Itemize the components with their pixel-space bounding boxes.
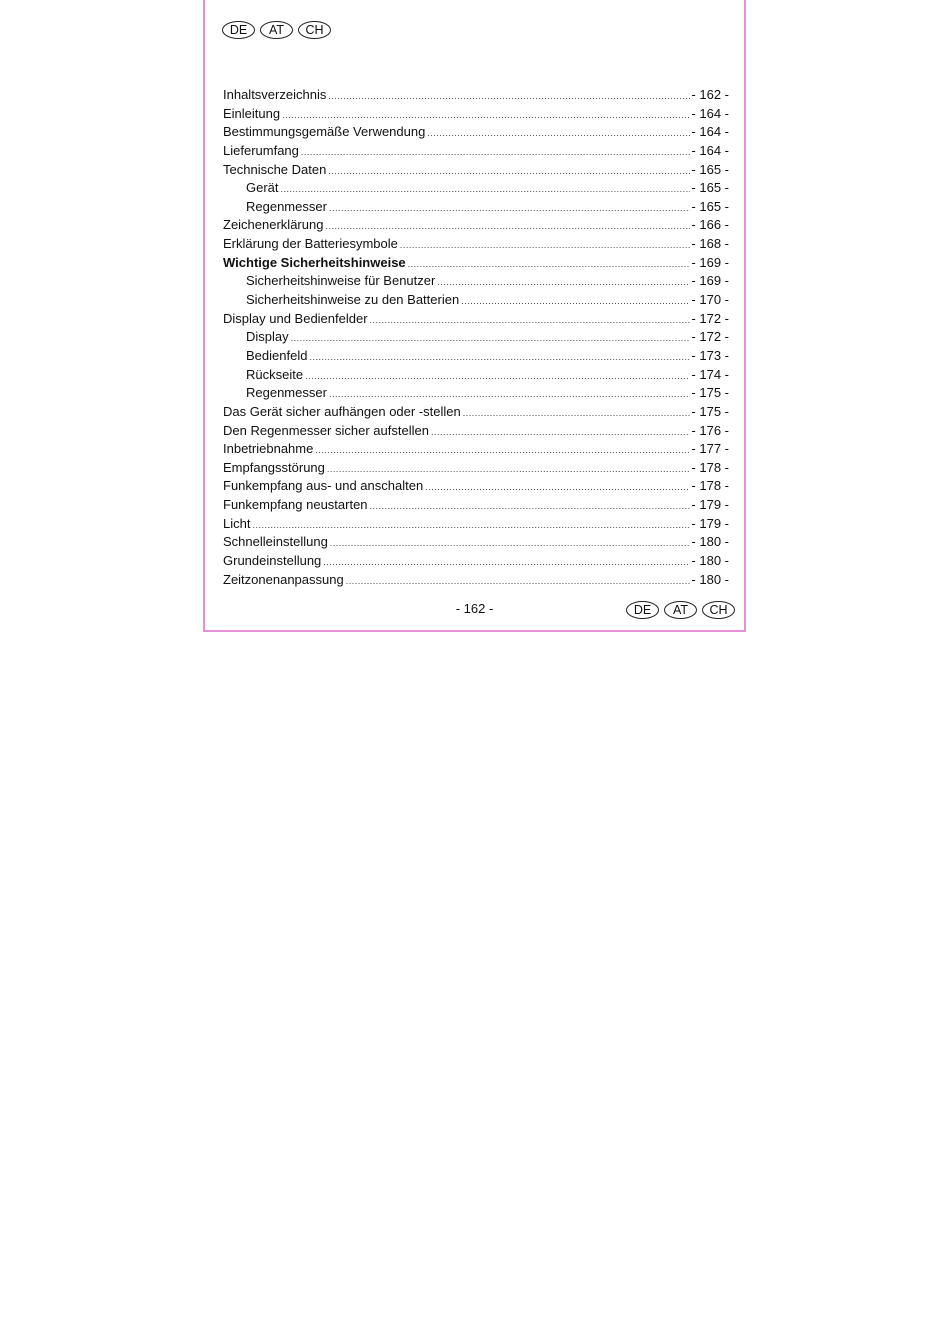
toc-entry-page: - 177 - bbox=[691, 441, 729, 457]
toc-entry-title: Bestimmungsgemäße Verwendung bbox=[223, 124, 426, 140]
toc-entry-page: - 173 - bbox=[691, 347, 729, 363]
toc-entry-page: - 162 - bbox=[691, 87, 729, 102]
toc-dot-leader bbox=[370, 315, 691, 325]
toc-entry-title: Erklärung der Batteriesymbole bbox=[223, 236, 398, 252]
toc-entry[interactable] bbox=[223, 273, 729, 292]
toc-entry-title: Licht bbox=[223, 515, 251, 531]
manual-page bbox=[203, 0, 746, 632]
toc-entry[interactable] bbox=[223, 311, 729, 330]
toc-entry-title: Empfangsstörung bbox=[223, 459, 325, 475]
toc-dot-leader bbox=[315, 445, 690, 455]
country-badge-at: AT bbox=[664, 601, 697, 619]
toc-entry-title: Funkempfang aus- und anschalten bbox=[223, 478, 424, 494]
toc-entry-title: Sicherheitshinweise für Benutzer bbox=[246, 273, 436, 289]
toc-entry[interactable] bbox=[223, 423, 729, 442]
country-badge-at: AT bbox=[260, 21, 293, 39]
toc-entry-title: Sicherheitshinweise zu den Batterien bbox=[246, 292, 460, 308]
toc-entry[interactable] bbox=[223, 497, 729, 516]
toc-entry[interactable] bbox=[223, 348, 729, 367]
toc-entry-page: - 179 - bbox=[691, 515, 729, 531]
toc-entry[interactable] bbox=[223, 516, 729, 535]
table-of-contents bbox=[223, 87, 729, 590]
toc-entry-title: Wichtige Sicherheitshinweise bbox=[223, 254, 406, 270]
toc-entry[interactable] bbox=[223, 572, 729, 591]
toc-dot-leader bbox=[327, 464, 691, 474]
toc-entry-page: - 165 - bbox=[691, 161, 729, 177]
toc-entry[interactable] bbox=[223, 162, 729, 181]
toc-dot-leader bbox=[425, 482, 690, 492]
toc-dot-leader bbox=[431, 427, 690, 437]
toc-entry-title: Inbetriebnahme bbox=[223, 441, 314, 457]
toc-entry-page: - 176 - bbox=[691, 422, 729, 438]
toc-entry[interactable] bbox=[223, 404, 729, 423]
toc-dot-leader bbox=[301, 147, 691, 157]
country-badge-ch: CH bbox=[298, 21, 331, 39]
country-badges-top bbox=[222, 21, 331, 39]
toc-entry-title: Lieferumfang bbox=[223, 142, 299, 158]
toc-entry-title: Den Regenmesser sicher aufstellen bbox=[223, 422, 429, 438]
country-badge-de: DE bbox=[222, 21, 255, 39]
page-number: - 162 - bbox=[455, 601, 494, 616]
toc-dot-leader bbox=[281, 184, 691, 194]
toc-entry-page: - 169 - bbox=[691, 273, 729, 289]
toc-dot-leader bbox=[437, 277, 690, 287]
toc-entry-title: Das Gerät sicher aufhängen oder -stellen bbox=[223, 403, 461, 419]
toc-entry-page: - 164 - bbox=[691, 142, 729, 158]
toc-entry-page: - 168 - bbox=[691, 236, 729, 252]
toc-entry-title: Rückseite bbox=[246, 366, 304, 382]
toc-entry[interactable] bbox=[223, 236, 729, 255]
toc-entry-page: - 166 - bbox=[691, 217, 729, 233]
toc-dot-leader bbox=[461, 296, 690, 306]
toc-entry-title: Display bbox=[246, 329, 289, 345]
country-badge-ch: CH bbox=[702, 601, 735, 619]
toc-entry[interactable] bbox=[223, 478, 729, 497]
toc-entry[interactable] bbox=[223, 106, 729, 125]
toc-dot-leader bbox=[427, 128, 690, 138]
toc-dot-leader bbox=[323, 557, 690, 567]
toc-dot-leader bbox=[305, 371, 690, 381]
toc-entry-page: - 169 - bbox=[691, 254, 729, 270]
toc-entry[interactable] bbox=[223, 180, 729, 199]
toc-entry[interactable] bbox=[223, 87, 729, 106]
toc-entry[interactable] bbox=[223, 385, 729, 404]
toc-dot-leader bbox=[329, 203, 690, 213]
toc-dot-leader bbox=[325, 221, 690, 231]
toc-entry-page: - 164 - bbox=[691, 124, 729, 140]
toc-entry[interactable] bbox=[223, 441, 729, 460]
toc-entry-page: - 164 - bbox=[691, 105, 729, 121]
toc-dot-leader bbox=[400, 240, 691, 250]
toc-entry-page: - 165 - bbox=[691, 198, 729, 214]
toc-entry[interactable] bbox=[223, 292, 729, 311]
country-badge-de: DE bbox=[626, 601, 659, 619]
toc-entry-title: Regenmesser bbox=[246, 198, 327, 214]
toc-entry[interactable] bbox=[223, 143, 729, 162]
toc-dot-leader bbox=[282, 110, 690, 120]
toc-entry[interactable] bbox=[223, 367, 729, 386]
toc-entry-page: - 178 - bbox=[691, 478, 729, 494]
toc-dot-leader bbox=[370, 501, 691, 511]
toc-dot-leader bbox=[330, 538, 691, 548]
toc-dot-leader bbox=[329, 389, 690, 399]
toc-entry-page: - 180 - bbox=[691, 553, 729, 569]
toc-entry[interactable] bbox=[223, 255, 729, 274]
toc-entry-page: - 175 - bbox=[691, 403, 729, 419]
toc-entry-page: - 175 - bbox=[691, 385, 729, 401]
toc-entry[interactable] bbox=[223, 460, 729, 479]
toc-entry-title: Zeitzonenanpassung bbox=[223, 571, 344, 587]
country-badges-bottom bbox=[626, 601, 735, 619]
toc-entry-page: - 174 - bbox=[691, 366, 729, 382]
toc-entry-title: Schnelleinstellung bbox=[223, 534, 328, 550]
toc-dot-leader bbox=[252, 520, 690, 530]
toc-entry[interactable] bbox=[223, 534, 729, 553]
toc-entry-page: - 180 - bbox=[691, 571, 729, 587]
toc-entry-title: Grundeinstellung bbox=[223, 553, 322, 569]
toc-entry[interactable] bbox=[223, 329, 729, 348]
toc-dot-leader bbox=[291, 333, 691, 343]
toc-entry[interactable] bbox=[223, 124, 729, 143]
toc-dot-leader bbox=[463, 408, 691, 418]
toc-entry-page: - 172 - bbox=[691, 329, 729, 345]
toc-entry[interactable] bbox=[223, 553, 729, 572]
toc-dot-leader bbox=[328, 91, 690, 101]
toc-dot-leader bbox=[328, 166, 690, 176]
toc-dot-leader bbox=[346, 576, 691, 586]
toc-entry-title: Display und Bedienfelder bbox=[223, 310, 368, 326]
toc-entry[interactable] bbox=[223, 199, 729, 218]
toc-entry-page: - 178 - bbox=[691, 459, 729, 475]
toc-entry-title: Einleitung bbox=[223, 105, 281, 121]
toc-entry-title: Zeichenerklärung bbox=[223, 217, 324, 233]
toc-entry-page: - 180 - bbox=[691, 534, 729, 550]
toc-entry-title: Regenmesser bbox=[246, 385, 327, 401]
toc-entry-page: - 172 - bbox=[691, 310, 729, 326]
toc-dot-leader bbox=[408, 259, 691, 269]
toc-dot-leader bbox=[309, 352, 690, 362]
toc-entry-page: - 165 - bbox=[691, 180, 729, 196]
toc-entry-page: - 170 - bbox=[691, 292, 729, 308]
toc-entry-title: Funkempfang neustarten bbox=[223, 497, 368, 513]
toc-entry[interactable] bbox=[223, 217, 729, 236]
toc-entry-title: Gerät bbox=[246, 180, 279, 196]
toc-entry-title: Bedienfeld bbox=[246, 347, 308, 363]
toc-entry-title: Technische Daten bbox=[223, 161, 327, 177]
toc-entry-title: Inhaltsverzeichnis bbox=[223, 87, 327, 102]
toc-entry-page: - 179 - bbox=[691, 497, 729, 513]
